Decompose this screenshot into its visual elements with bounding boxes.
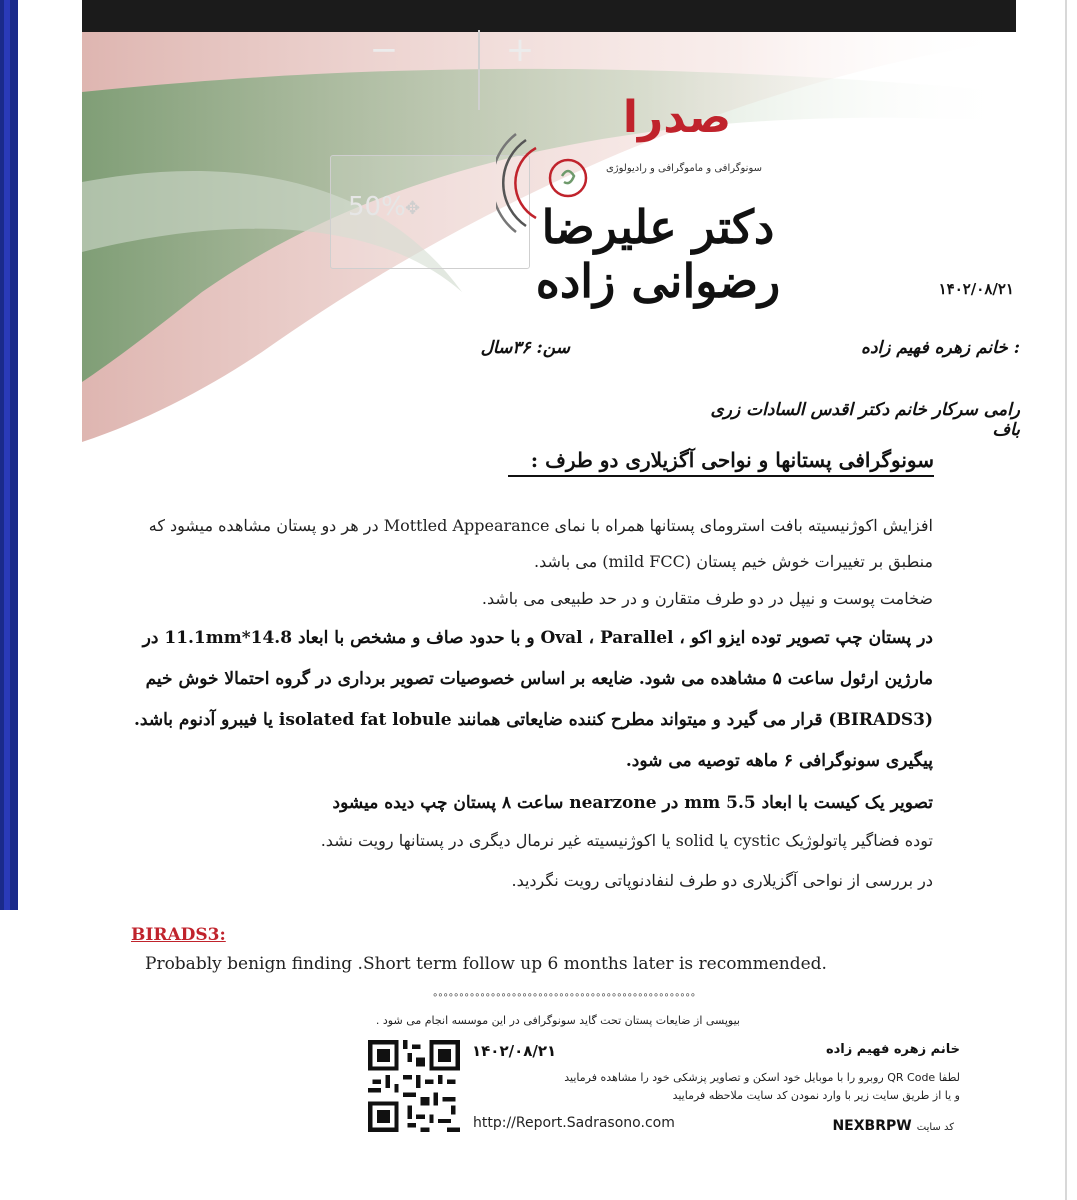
report-site-link[interactable]: http://Report.Sadrasono.com xyxy=(473,1115,675,1131)
site-code-value: NEXBRPW xyxy=(832,1118,912,1134)
finding-paragraph-2: ضخامت پوست و نیپل در دو طرف متقارن و در حد طبیعی می باشد. xyxy=(481,589,933,608)
zoom-level: 50% xyxy=(348,192,406,222)
finding-paragraph-6: در بررسی از نواحی آگزیلاری دو طرف لنفادنوپاتی رویت نگردید. xyxy=(511,871,933,890)
doctor-name: دکتر علیرضا رضوانی زاده xyxy=(535,200,781,308)
footer-patient-name: خانم زهره فهیم زاده xyxy=(825,1042,960,1057)
report-date: ۱۴۰۲/۰۸/۲۱ xyxy=(938,280,1014,298)
zoom-divider xyxy=(478,30,480,110)
patient-name: : خانم زهره فهیم زاده xyxy=(861,338,1020,358)
viewer-top-bar xyxy=(82,0,1016,32)
finding-paragraph-3: در پستان چپ تصویر توده ایزو اکو ، Oval ، Parallel و با حدود صاف و مشخص با ابعاد 14.8*11.1mm در مارژین ارئول ساعت ۵ مشاهده می شود. ضایعه بر اساس خصوصیات تصویر برداری در گروه احتمالا خوش خیم (BIRADS3) قرار می گیرد و میتواند مطرح کننده ضایعاتی همانند isolated fat lobule یا فیبرو آدنوم باشد. پیگیری سونوگرافی ۶ ماهه توصیه می شود. xyxy=(134,628,933,771)
site-code xyxy=(820,1115,960,1134)
site-code-label: کد سایت xyxy=(916,1122,954,1133)
footer-date: ۱۴۰۲/۰۸/۲۱ xyxy=(472,1042,557,1060)
footer-qr-instructions: لطفا QR Code روبرو را با موبایل خود اسکن و تصاویر پزشکی خود را مشاهده فرمایید xyxy=(564,1071,960,1084)
finding-paragraph-5: توده فضاگیر پاتولوژیک cystic یا solid یا اکوژنیسیته غیر نرمال دیگری در پستانها رویت نشد. xyxy=(320,831,933,850)
biopsy-note: بیوپسی از ضایعات پستان تحت گاید سونوگرافی در این موسسه انجام می شود . xyxy=(375,1014,740,1027)
impression-heading: BIRADS3: xyxy=(131,925,226,945)
referring-physician: رامی سرکار خانم دکتر اقدس السادات زری باف xyxy=(710,400,1020,440)
separator-dots: ∘∘∘∘∘∘∘∘∘∘∘∘∘∘∘∘∘∘∘∘∘∘∘∘∘∘∘∘∘∘∘∘∘∘∘∘∘∘∘∘∘∘∘∘∘∘∘∘∘∘ xyxy=(432,990,695,1001)
report-title: سونوگرافی پستانها و نواحی آگزیلاری دو طرف : xyxy=(508,448,934,477)
impression-text: Probably benign finding .Short term follow up 6 months later is recommended. xyxy=(145,954,827,974)
finding-paragraph-4: تصویر یک کیست با ابعاد 5.5 mm در nearzone ساعت ۸ پستان چپ دیده میشود xyxy=(332,793,933,813)
zoom-in-button[interactable]: + xyxy=(505,30,535,70)
qr-code[interactable] xyxy=(368,1040,460,1132)
left-panel-highlight xyxy=(4,0,10,910)
brand-tagline: سونوگرافی و ماموگرافی و رادیولوژی xyxy=(605,163,762,174)
patient-age: سن: ۳۶سال xyxy=(480,338,570,358)
move-cursor-icon: ✥ xyxy=(405,198,421,219)
left-panel-edge xyxy=(0,0,18,910)
zoom-out-button[interactable]: − xyxy=(369,30,399,70)
footer-site-instructions: و یا از طریق سایت زیر با وارد نمودن کد سایت ملاحظه فرمایید xyxy=(672,1089,960,1102)
finding-paragraph-1: افزایش اکوژنیسیته بافت استرومای پستانها همراه با نمای Mottled Appearance در هر دو پستان مشاهده میشود که منطبق بر تغییرات خوش خیم پستان (mild FCC) می باشد. xyxy=(148,516,933,571)
brand-name: صدرا xyxy=(622,92,732,143)
right-border xyxy=(1065,0,1067,1200)
